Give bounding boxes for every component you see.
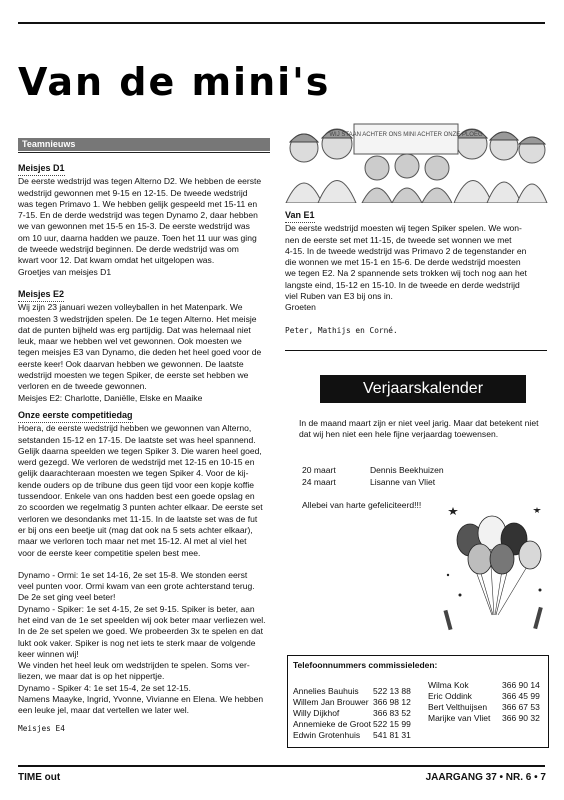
footer-rule xyxy=(18,765,545,767)
text-line: gelijk daarachteraan moesten we tegen Spiker 4. Voor de kij- xyxy=(18,468,249,479)
phone-list-title: Telefoonnummers commissieleden: xyxy=(293,660,438,670)
text-line: Dynamo - Spiker: 1e set 4-15, 2e set 9-15. Spiker is beter, aan xyxy=(18,603,255,614)
phone-number: 541 81 31 xyxy=(373,730,411,740)
phone-name: Willem Jan Brouwer xyxy=(293,697,369,707)
left-column xyxy=(18,163,276,734)
birthday-date: 20 maart xyxy=(302,465,336,475)
text-line: een leuke jel, maar dat vertellen we later wel. xyxy=(18,705,190,716)
text-line: tegen meisjes E3 van Dynamo, die deden het heel goed voor de xyxy=(18,347,262,358)
phone-name: Wilma Kok xyxy=(428,680,469,690)
phone-number: 366 67 53 xyxy=(502,702,540,712)
verjaarskalender-closing: Allebei van harte gefeliciteerd!!! xyxy=(302,500,422,510)
text-line: Meisjes E2: Charlotte, Daniëlle, Elske en Maaike xyxy=(18,392,203,403)
phone-number: 366 98 12 xyxy=(373,697,411,707)
phone-name: Eric Oddink xyxy=(428,691,472,701)
right-column xyxy=(285,210,547,336)
text-line: moesten 3 wedstrijden spelen. De 1e tegen Alterno. Het meisje xyxy=(18,313,257,324)
section-bar-rule xyxy=(18,152,270,153)
text-line: keer winnen wij! xyxy=(18,648,79,659)
text-line: Wij zijn 23 januari wezen volleyballen in het Matenpark. We xyxy=(18,302,243,313)
text-line: 4-15. In de tweede wedstrijd was Primavo 2 de tegenstander en xyxy=(285,245,527,256)
phone-number: 366 90 14 xyxy=(502,680,540,690)
phone-number: 366 83 52 xyxy=(373,708,411,718)
text-line: voor de eerste keer competitie spelen best mee. xyxy=(18,547,201,558)
text-line: om 10 uur, daarna hadden we pauze. Toen het 11 uur was ging xyxy=(18,232,257,243)
text-line: Groeten xyxy=(285,302,316,313)
phone-name: Bert Velthuijsen xyxy=(428,702,488,712)
right-signature: Peter, Mathijs en Corné. xyxy=(285,325,398,335)
phone-number: 522 13 88 xyxy=(373,686,411,696)
footer-issue: JAARGANG 37 • NR. 6 • 7 xyxy=(425,772,546,783)
text-line: maar we verloren toch maar net met 15-12. Al met al viel het xyxy=(18,536,247,547)
balloons-illustration xyxy=(440,495,550,635)
text-line: dat de punten bijheld was erg partijdig. Dat was helemaal niet xyxy=(18,324,251,335)
phone-name: Annelies Bauhuis xyxy=(293,686,359,696)
text-line: veel punten voor. Ormi kwam van een grote achterstand terug. xyxy=(18,581,255,592)
phone-number: 522 15 99 xyxy=(373,719,411,729)
section-bar: Teamnieuws xyxy=(18,138,270,151)
phone-number: 366 45 99 xyxy=(502,691,540,701)
top-rule xyxy=(18,22,545,24)
text-line: leuk, maar we hebben wel vet gewonnen. Ook moesten we xyxy=(18,336,242,347)
volleyball-players-illustration xyxy=(282,108,550,203)
text-line: Hoera, de eerste wedstrijd hebben we gewonnen van Alterno, xyxy=(18,423,252,434)
text-line: was tegen Primavo 1. We hebben gelijk gespeeld met 15-11 en xyxy=(18,198,258,209)
phone-number: 366 90 32 xyxy=(502,713,540,723)
text-line: Namens Maayke, Ingrid, Yvonne, Vivianne en Elena. We hebben xyxy=(18,694,264,705)
heading-meisjes-e2: Meisjes E2 xyxy=(18,289,64,302)
text-line: De 2e set ging veel beter! xyxy=(18,592,116,603)
text-line: De eerste wedstrijd was tegen Alterno D2. We hebben de eerste xyxy=(18,176,262,187)
text-line: viel Ruben van E3 bij ons in. xyxy=(285,291,393,302)
text-line: tussendoor. Enkele van ons hadden best een goede opslag en xyxy=(18,491,255,502)
birthday-date: 24 maart xyxy=(302,477,336,487)
phone-name: Marijke van Vliet xyxy=(428,713,491,723)
birthday-name: Dennis Beekhuizen xyxy=(370,465,444,475)
text-line: Dynamo - Spiker 4: 1e set 15-4, 2e set 12-15. xyxy=(18,682,191,693)
text-line: verloren en de tweede gewonnen. xyxy=(18,381,147,392)
text-line: nen de eerste set met 11-15, de tweede set wonnen we met xyxy=(285,234,512,245)
heading-van-e1: Van E1 xyxy=(285,210,315,223)
text-line: het eind van de 1e set speelden wij ook beter maar verliezen wel. xyxy=(18,614,266,625)
text-line: die wonnen we met 15-1 en 15-6. De derde wedstrijd moesten xyxy=(285,257,521,268)
phone-name: Edwin Grotenhuis xyxy=(293,730,361,740)
text-line: liezen, we maar dat is op het nippertje. xyxy=(18,671,165,682)
text-line: In de 2e set spelen we goed. We probeerden 3x te spelen en dat xyxy=(18,626,264,637)
birthday-name: Lisanne van Vliet xyxy=(370,477,436,487)
text-line: kende ouders op de tribune dus geen tijd voor een kopje koffie xyxy=(18,479,254,490)
text-line: zo scoorden we regelmatig 3 punten achter elkaar. De eerste set xyxy=(18,502,263,513)
phone-name: Willy Dijkhof xyxy=(293,708,340,718)
text-line: langste eind, 15-12 en 15-10. In de tweede en derde wedstrijd xyxy=(285,279,520,290)
text-line: De eerste wedstrijd moesten wij tegen Spiker spelen. We won- xyxy=(285,223,522,234)
text-line: setstanden 15-12 en 17-15. De laatste set was heel spannend. xyxy=(18,434,256,445)
text-line: lukt ook vaker. Spiker is nog net iets te sterk maar de volgende xyxy=(18,637,256,648)
text-line: 7-15. En de derde wedstrijd was tegen Dynamo 2, daar hebben xyxy=(18,210,258,221)
right-divider xyxy=(285,350,547,351)
text-line: verloren we desondanks met 11-15. In de laatste set was de fut xyxy=(18,513,258,524)
text-line: kwart voor 12. Dat kwam omdat het uitgelopen was. xyxy=(18,255,215,266)
text-line: er bij ons een beetje uit (mag dat ook na 5 sets achter elkaar), xyxy=(18,524,253,535)
phone-list-box xyxy=(287,655,549,748)
heading-meisjes-d1: Meisjes D1 xyxy=(18,163,65,176)
text-line: werd gezegd. We verloren de wedstrijd met 12-15 en 10-15 en xyxy=(18,457,255,468)
verjaarskalender-intro: In de maand maart zijn er niet veel jarig. Maar dat betekent niet dat wij hen niet een hele fijne verjaardag toewensen. xyxy=(299,418,539,440)
text-line: Groetjes van meisjes D1 xyxy=(18,266,112,277)
page-title: Van de mini's xyxy=(18,60,331,104)
text-line: wedstrijd gewonnen met 9-15 en 12-15. De tweede wedstrijd xyxy=(18,187,248,198)
text-line: eerste keer! Ook daarvan hebben we gewonnen. De laatste xyxy=(18,358,244,369)
phone-name: Annemieke de Groot xyxy=(293,719,371,729)
verjaarskalender-header: Verjaarskalender xyxy=(320,375,526,403)
left-signature: Meisjes E4 xyxy=(18,723,65,733)
illustration-banner-text: WIJ STAAN ACHTER ONS MINI ACHTER ONZE PLOEG xyxy=(329,132,483,138)
text-line: Gelijk daarna speelden we tegen Spiker 3. Die waren heel goed, xyxy=(18,445,262,456)
text-line: We vinden het heel leuk om wedstrijden te spelen. Soms ver- xyxy=(18,660,250,671)
text-line: Dynamo - Ormi: 1e set 14-16, 2e set 15-8. We stonden eerst xyxy=(18,569,248,580)
text-line: de tweede wedstrijd beginnen. De derde wedstrijd was om xyxy=(18,244,239,255)
text-line: we tegen E2. Na 2 spannende sets trokken wij toch nog aan het xyxy=(285,268,527,279)
heading-competitiedag: Onze eerste competitiedag xyxy=(18,410,133,423)
text-line: we van gewonnen met 15-5 en 15-3. De eerste wedstrijd was xyxy=(18,221,250,232)
text-line: wedstrijd moesten we tegen Spiker, de eerste set hebben we xyxy=(18,370,249,381)
footer-publication: TIME out xyxy=(18,772,61,783)
